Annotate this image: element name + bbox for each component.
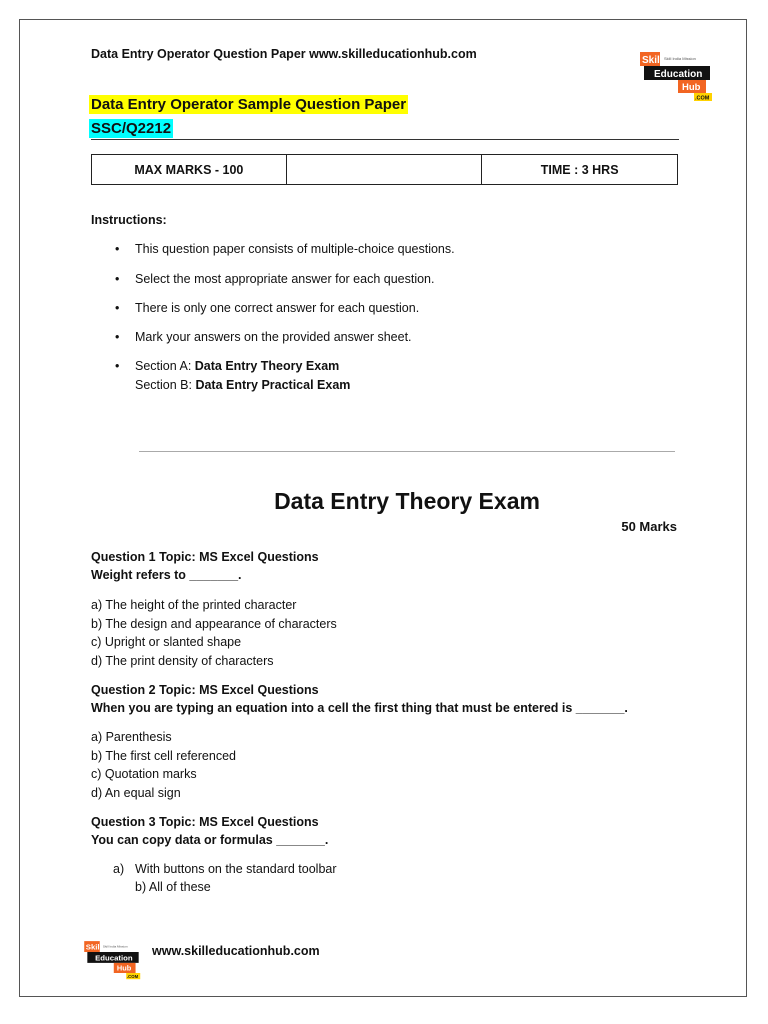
logo-com-text: .COM — [695, 95, 710, 102]
svg-text:Hub: Hub — [116, 963, 132, 973]
question-topic: Question 1 Topic: MS Excel Questions — [91, 550, 319, 564]
instruction-item: • There is only one correct answer for each question. — [115, 301, 420, 315]
instructions-heading: Instructions: — [91, 213, 167, 227]
header-text: Data Entry Operator Question Paper www.skilleducationhub.com — [91, 47, 477, 61]
answer-option: d) The print density of characters — [91, 654, 274, 668]
instruction-item: • This question paper consists of multiple-choice questions. — [115, 242, 455, 256]
question-text: When you are typing an equation into a cell the first thing that must be entered is _______. — [91, 701, 628, 715]
marks-table — [91, 154, 678, 185]
bullet: • — [115, 301, 120, 315]
logo-education-text: Education — [654, 69, 703, 80]
section-divider — [139, 451, 675, 452]
answer-option: b) All of these — [135, 880, 211, 894]
answer-option: b) The design and appearance of characters — [91, 617, 337, 631]
svg-text:Skill India Mission: Skill India Mission — [102, 944, 128, 949]
instruction-item: • Mark your answers on the provided answer sheet. — [115, 330, 412, 344]
answer-option: With buttons on the standard toolbar — [135, 862, 337, 876]
question-topic: Question 2 Topic: MS Excel Questions — [91, 683, 319, 697]
logo-skill-text: Skill — [642, 55, 663, 66]
bullet: • — [115, 272, 120, 286]
answer-option: a) Parenthesis — [91, 730, 172, 744]
exam-marks: 50 Marks — [621, 519, 677, 534]
section-b-line: Section B: Data Entry Practical Exam — [135, 378, 351, 392]
skill-education-hub-logo-footer — [84, 938, 142, 980]
question-text: Weight refers to _______. — [91, 568, 242, 582]
answer-option: c) Quotation marks — [91, 767, 197, 781]
svg-text:Education: Education — [95, 953, 133, 963]
paper-code: SSC/Q2212 — [91, 120, 172, 137]
instruction-item-sections: • Section A: Data Entry Theory Exam — [115, 359, 340, 373]
logo-hub-text: Hub — [682, 82, 701, 93]
skill-education-hub-logo — [640, 48, 714, 102]
answer-option: a) The height of the printed character — [91, 598, 297, 612]
question-text: You can copy data or formulas _______. — [91, 833, 329, 847]
exam-title: Data Entry Theory Exam — [274, 488, 540, 514]
paper-title: Data Entry Operator Sample Question Paper — [91, 96, 407, 113]
answer-option: d) An equal sign — [91, 786, 181, 800]
answer-option-marker: a) — [113, 862, 125, 876]
bullet: • — [115, 242, 120, 256]
time-cell: TIME : 3 HRS — [482, 155, 678, 185]
svg-text:.COM: .COM — [127, 974, 139, 980]
svg-text:Skill: Skill — [85, 942, 102, 952]
instruction-item: • Select the most appropriate answer for each question. — [115, 272, 435, 286]
question-topic: Question 3 Topic: MS Excel Questions — [91, 815, 319, 829]
logo-tagline-text: Skill India Mission — [664, 56, 696, 61]
max-marks-cell: MAX MARKS - 100 — [92, 155, 287, 185]
bullet: • — [115, 330, 120, 344]
answer-option: b) The first cell referenced — [91, 749, 236, 763]
answer-option: c) Upright or slanted shape — [91, 635, 242, 649]
footer-website-link[interactable]: www.skilleducationhub.com — [152, 944, 320, 958]
title-divider — [91, 139, 679, 140]
bullet: • — [115, 359, 120, 373]
empty-cell — [286, 155, 482, 185]
